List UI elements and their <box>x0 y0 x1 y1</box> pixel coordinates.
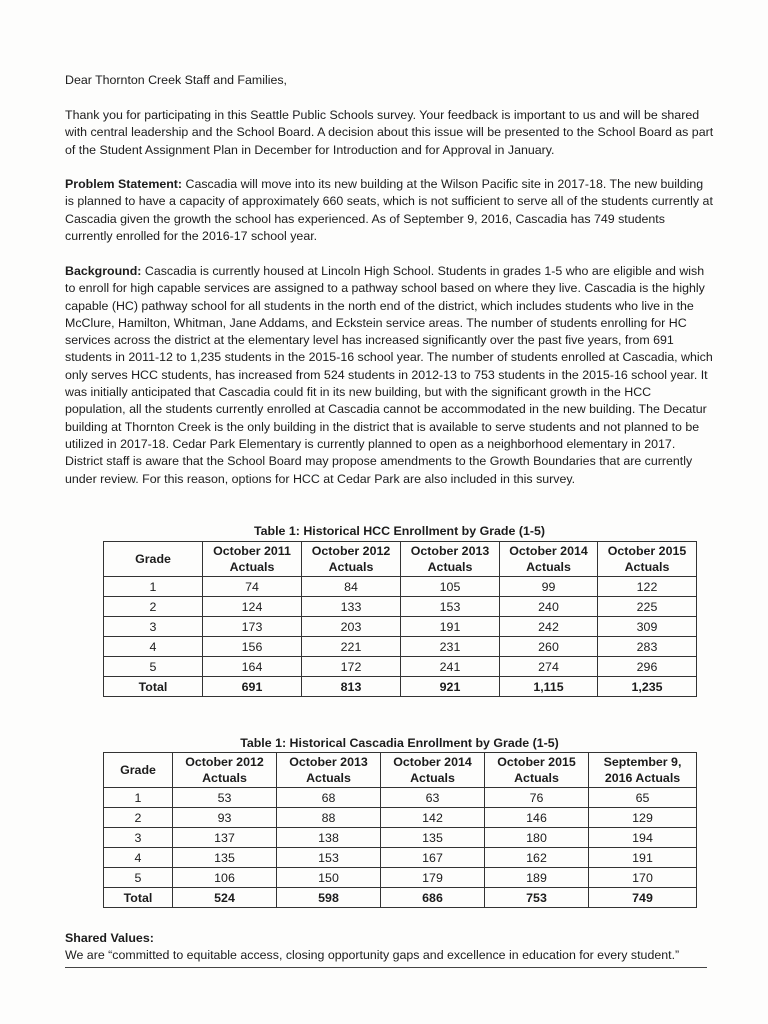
value-cell: 179 <box>381 868 485 888</box>
total-row <box>104 888 697 908</box>
value-cell: 106 <box>173 868 277 888</box>
total-cell: 524 <box>173 888 277 908</box>
value-cell: 99 <box>500 577 598 597</box>
value-cell: 156 <box>203 637 302 657</box>
value-cell: 129 <box>589 808 697 828</box>
background-paragraph <box>65 263 715 488</box>
table-header-row <box>104 542 697 577</box>
grade-cell: 5 <box>104 868 173 888</box>
total-label: Total <box>104 888 173 908</box>
total-cell: 686 <box>381 888 485 908</box>
background-label: Background: <box>65 264 142 278</box>
total-label: Total <box>104 677 203 697</box>
value-cell: 153 <box>401 597 500 617</box>
table-row <box>104 848 697 868</box>
value-cell: 189 <box>485 868 589 888</box>
grade-header: Grade <box>104 542 203 577</box>
table-row <box>104 657 697 677</box>
value-cell: 133 <box>302 597 401 617</box>
value-cell: 225 <box>598 597 697 617</box>
value-cell: 153 <box>277 848 381 868</box>
value-cell: 63 <box>381 788 485 808</box>
value-cell: 142 <box>381 808 485 828</box>
total-cell: 1,115 <box>500 677 598 697</box>
value-cell: 150 <box>277 868 381 888</box>
value-cell: 260 <box>500 637 598 657</box>
value-cell: 68 <box>277 788 381 808</box>
cascadia-table-caption: Table 1: Historical Cascadia Enrollment by Grade (1-5) <box>240 736 559 750</box>
value-cell: 274 <box>500 657 598 677</box>
table-row <box>104 577 697 597</box>
value-cell: 203 <box>302 617 401 637</box>
salutation: Dear Thornton Creek Staff and Families, <box>65 73 287 87</box>
value-cell: 231 <box>401 637 500 657</box>
problem-statement-paragraph <box>65 176 715 245</box>
value-cell: 170 <box>589 868 697 888</box>
table-header-row <box>104 753 697 788</box>
grade-cell: 2 <box>104 808 173 828</box>
value-cell: 135 <box>173 848 277 868</box>
total-row <box>104 677 697 697</box>
value-cell: 146 <box>485 808 589 828</box>
value-cell: 296 <box>598 657 697 677</box>
grade-cell: 4 <box>104 637 203 657</box>
value-cell: 240 <box>500 597 598 617</box>
problem-statement-text: Cascadia will move into its new building at the Wilson Pacific site in 2017-18. The new building is planned to have a capacity of approximately 660 seats, which is not sufficient to serve all of the students currently at Cascadia given the growth the school has experienced. As of September 9, 2016, Cascadia has 749 students currently enrolled for the 2016-17 school year. <box>65 177 713 243</box>
column-header: October 2014 Actuals <box>381 753 485 788</box>
bottom-divider <box>65 967 707 968</box>
grade-cell: 1 <box>104 788 173 808</box>
column-header: October 2011 Actuals <box>203 542 302 577</box>
total-cell: 691 <box>203 677 302 697</box>
intro-paragraph: Thank you for participating in this Seattle Public Schools survey. Your feedback is important to us and will be shared with central leadership and the School Board. A decision about this issue will be presented to the School Board as part of the Student Assignment Plan in December for Introduction and for Approval in January. <box>65 108 714 157</box>
value-cell: 135 <box>381 828 485 848</box>
total-cell: 749 <box>589 888 697 908</box>
shared-values-text: We are “committed to equitable access, closing opportunity gaps and excellence in education for every student.” <box>65 948 680 962</box>
table-row <box>104 808 697 828</box>
value-cell: 309 <box>598 617 697 637</box>
cascadia-enrollment-table <box>103 752 697 908</box>
value-cell: 93 <box>173 808 277 828</box>
column-header: October 2013 Actuals <box>401 542 500 577</box>
value-cell: 88 <box>277 808 381 828</box>
grade-cell: 5 <box>104 657 203 677</box>
column-header: October 2014 Actuals <box>500 542 598 577</box>
value-cell: 162 <box>485 848 589 868</box>
grade-cell: 2 <box>104 597 203 617</box>
background-text: Cascadia is currently housed at Lincoln High School. Students in grades 1-5 who are eligible and wish to enroll for high capable services are assigned to a pathway school based on where they live. Cascadia is the highly capable (HC) pathway school for all students in the north end of the district, which includes students who live in the McClure, Hamilton, Whitman, Jane Addams, and Eckstein service areas. The number of students enrolling for HC services across the district at the elementary level has increased significantly over the past five years, from 691 students in 2011-12 to 1,235 students in the 2015-16 school year. The number of students enrolled at Cascadia, which only serves HCC students, has increased from 524 students in 2012-13 to 753 students in the 2015-16 school year. It was initially anticipated that Cascadia could fit in its new building, but with the significant growth in the HCC population, all the students currently enrolled at Cascadia cannot be accommodated in the new building. The Decatur building at Thornton Creek is the only building in the district that is available to serve students and not planned to be utilized in 2017-18. Cedar Park Elementary is currently planned to open as a neighborhood elementary in 2017. District staff is aware that the School Board may propose amendments to the Growth Boundaries that are currently under review. For this reason, options for HCC at Cedar Park are also included in this survey. <box>65 264 713 486</box>
value-cell: 137 <box>173 828 277 848</box>
value-cell: 105 <box>401 577 500 597</box>
value-cell: 164 <box>203 657 302 677</box>
table-row <box>104 617 697 637</box>
shared-values-heading: Shared Values: <box>65 931 154 945</box>
total-cell: 598 <box>277 888 381 908</box>
value-cell: 241 <box>401 657 500 677</box>
table-row <box>104 637 697 657</box>
table-row <box>104 597 697 617</box>
total-cell: 1,235 <box>598 677 697 697</box>
column-header: September 9, 2016 Actuals <box>589 753 697 788</box>
value-cell: 53 <box>173 788 277 808</box>
value-cell: 194 <box>589 828 697 848</box>
value-cell: 173 <box>203 617 302 637</box>
value-cell: 191 <box>589 848 697 868</box>
total-cell: 813 <box>302 677 401 697</box>
hcc-table-caption: Table 1: Historical HCC Enrollment by Grade (1-5) <box>253 524 545 538</box>
problem-statement-label: Problem Statement: <box>65 177 183 191</box>
column-header: October 2012 Actuals <box>173 753 277 788</box>
column-header: October 2015 Actuals <box>598 542 697 577</box>
grade-cell: 3 <box>104 828 173 848</box>
column-header: October 2015 Actuals <box>485 753 589 788</box>
total-cell: 753 <box>485 888 589 908</box>
grade-header: Grade <box>104 753 173 788</box>
value-cell: 76 <box>485 788 589 808</box>
hcc-enrollment-table <box>103 541 697 697</box>
table-row <box>104 828 697 848</box>
value-cell: 84 <box>302 577 401 597</box>
value-cell: 167 <box>381 848 485 868</box>
column-header: October 2012 Actuals <box>302 542 401 577</box>
value-cell: 65 <box>589 788 697 808</box>
value-cell: 283 <box>598 637 697 657</box>
grade-cell: 4 <box>104 848 173 868</box>
value-cell: 138 <box>277 828 381 848</box>
grade-cell: 1 <box>104 577 203 597</box>
table-row <box>104 868 697 888</box>
value-cell: 124 <box>203 597 302 617</box>
value-cell: 180 <box>485 828 589 848</box>
value-cell: 242 <box>500 617 598 637</box>
value-cell: 74 <box>203 577 302 597</box>
value-cell: 122 <box>598 577 697 597</box>
value-cell: 172 <box>302 657 401 677</box>
value-cell: 191 <box>401 617 500 637</box>
grade-cell: 3 <box>104 617 203 637</box>
column-header: October 2013 Actuals <box>277 753 381 788</box>
total-cell: 921 <box>401 677 500 697</box>
value-cell: 221 <box>302 637 401 657</box>
table-row <box>104 788 697 808</box>
